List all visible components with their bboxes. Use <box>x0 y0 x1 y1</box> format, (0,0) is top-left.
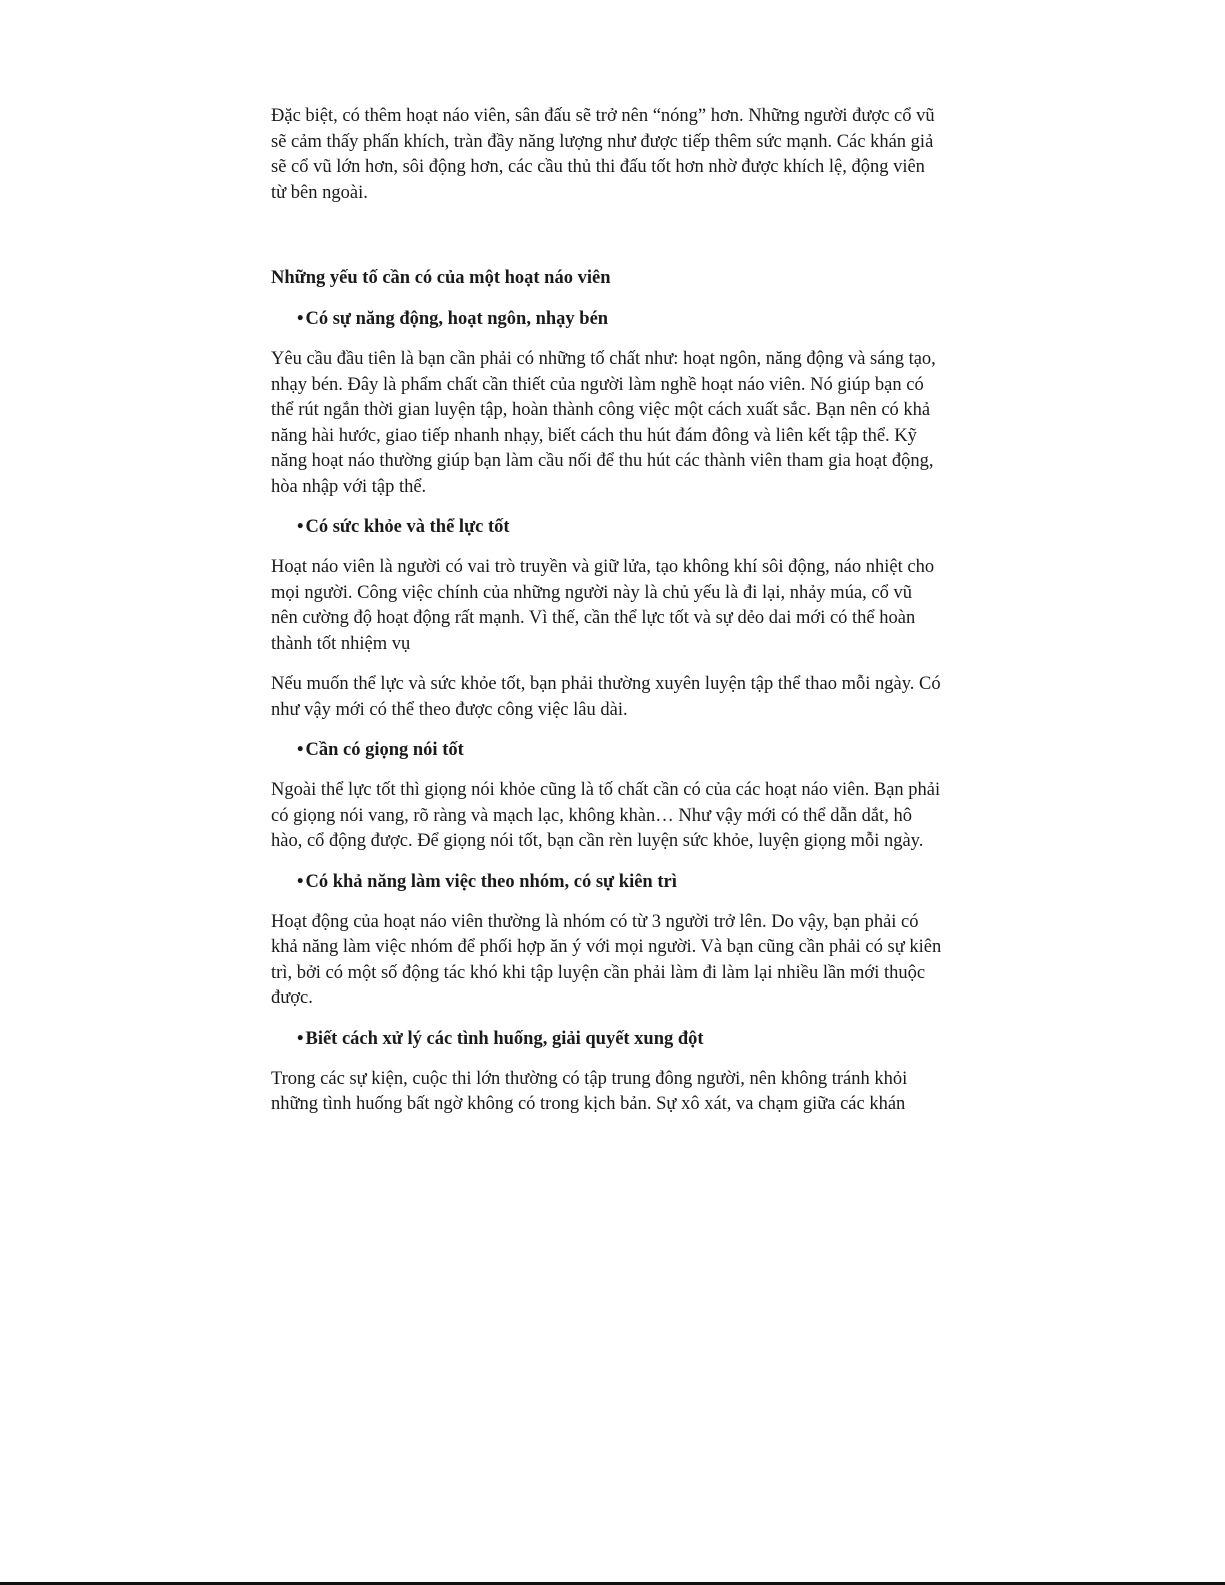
section-heading: Những yếu tố cần có của một hoạt náo viên <box>271 268 611 288</box>
bullet-heading-3 <box>271 738 943 763</box>
bullet-icon: • <box>297 1028 304 1049</box>
bullet-heading-text: Có khả năng làm việc theo nhóm, có sự kiên trì <box>305 871 677 892</box>
bullet-icon: • <box>297 871 304 892</box>
intro-paragraph: Đặc biệt, có thêm hoạt náo viên, sân đấu sẽ trở nên “nóng” hơn. Những người được cổ vũ sẽ cảm thấy phấn khích, tràn đầy năng lượng như được tiếp thêm sức mạnh. Các khán giả sẽ cổ vũ lớn hơn, sôi động hơn, các cầu thủ thi đấu tốt hơn nhờ được khích lệ, động viên từ bên ngoài. <box>271 106 935 203</box>
bullet-heading-2 <box>271 515 943 540</box>
bullet-heading-text: Cần có giọng nói tốt <box>305 740 464 760</box>
paragraph-1: Yêu cầu đầu tiên là bạn cần phải có những tố chất như: hoạt ngôn, năng động và sáng tạo, nhạy bén. Đây là phẩm chất cần thiết của người làm nghề hoạt náo viên. Nó giúp bạn có thể rút ngắn thời gian luyện tập, hoàn thành công việc một cách xuất sắc. Bạn nên có khả năng hài hước, giao tiếp nhanh nhạy, biết cách thu hút đám đông và liên kết tập thể. Kỹ năng hoạt náo thường giúp bạn làm cầu nối để thu hút các thành viên tham gia hoạt động, hòa nhập với tập thể. <box>271 349 936 497</box>
bullet-heading-1 <box>271 307 943 332</box>
paragraph-4: Hoạt động của hoạt náo viên thường là nhóm có từ 3 người trở lên. Do vậy, bạn phải có khả năng làm việc nhóm để phối hợp ăn ý với mọi người. Và bạn cũng cần phải có sự kiên trì, bởi có một số động tác khó khi tập luyện cần phải làm đi làm lại nhiều lần mới thuộc được. <box>271 911 942 1008</box>
bullet-heading-5 <box>271 1027 943 1052</box>
paragraph-2a: Hoạt náo viên là người có vai trò truyền và giữ lửa, tạo không khí sôi động, náo nhiệt cho mọi người. Công việc chính của những người này là chủ yếu là đi lại, nhảy múa, cổ vũ nên cường độ hoạt động rất mạnh. Vì thế, cần thể lực tốt và sự dẻo dai mới có thể hoàn thành tốt nhiệm vụ <box>271 557 935 654</box>
paragraph-3: Ngoài thể lực tốt thì giọng nói khỏe cũng là tố chất cần có của các hoạt náo viên. Bạn phải có giọng nói vang, rõ ràng và mạch lạc, không khàn… Như vậy mới có thể dẫn dắt, hô hào, cổ động được. Để giọng nói tốt, bạn cần rèn luyện sức khỏe, luyện giọng mỗi ngày. <box>271 780 941 851</box>
spacer <box>271 206 943 266</box>
bullet-icon: • <box>297 309 304 329</box>
bullet-icon: • <box>297 740 304 760</box>
paragraph-2b: Nếu muốn thể lực và sức khỏe tốt, bạn phải thường xuyên luyện tập thể thao mỗi ngày. Có như vậy mới có thể theo được công việc lâu dài. <box>271 674 941 720</box>
bullet-heading-text: Biết cách xử lý các tình huống, giải quyết xung đột <box>305 1028 704 1049</box>
bullet-heading-text: Có sự năng động, hoạt ngôn, nhạy bén <box>305 309 609 329</box>
bullet-heading-4 <box>271 870 943 895</box>
paragraph-5: Trong các sự kiện, cuộc thi lớn thường có tập trung đông người, nên không tránh khỏi những tình huống bất ngờ không có trong kịch bản. Sự xô xát, va chạm giữa các khán <box>271 1068 908 1114</box>
bullet-heading-text: Có sức khỏe và thể lực tốt <box>305 517 510 537</box>
bullet-icon: • <box>297 517 304 537</box>
document-page <box>271 104 943 1118</box>
